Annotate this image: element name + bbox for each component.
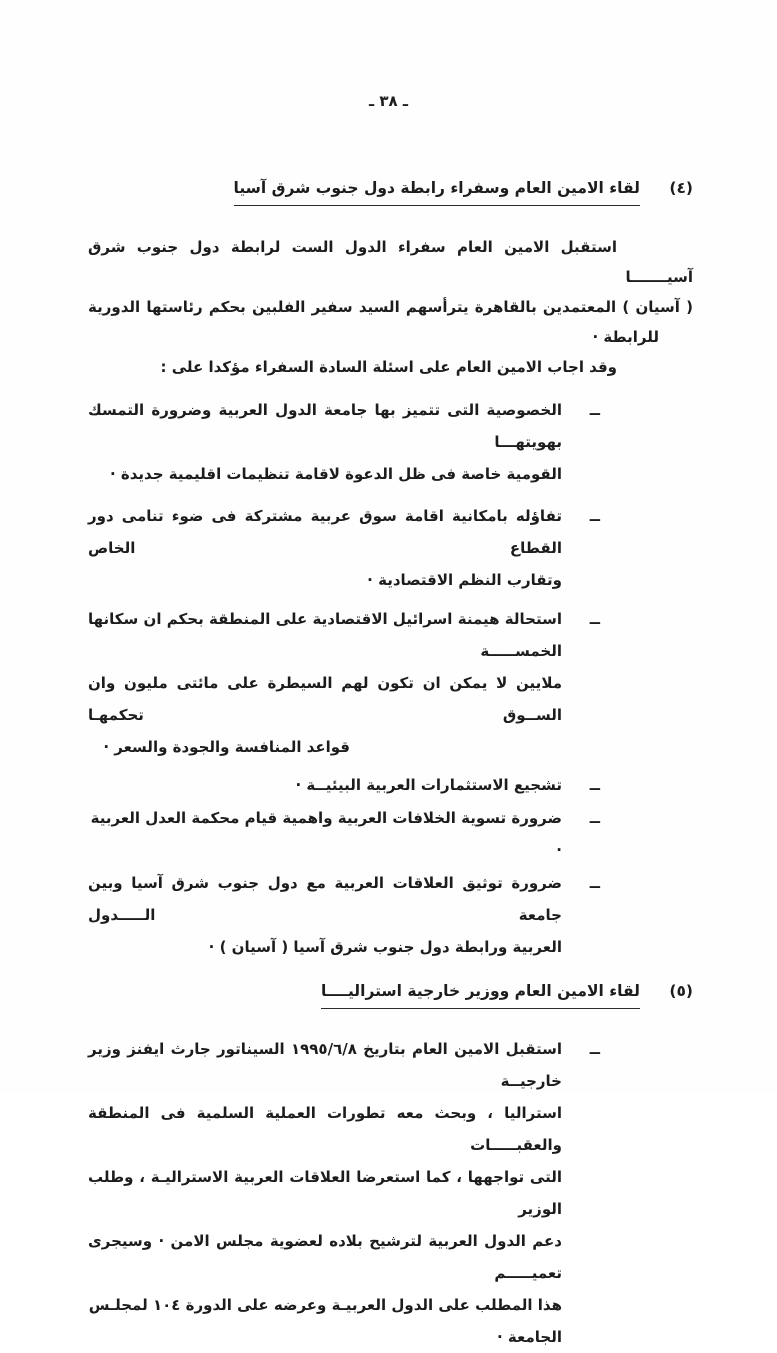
- bullet-dash-icon: ــ: [589, 874, 600, 892]
- bullet-line: قواعد المنافسة والجودة والسعر ·: [103, 738, 350, 756]
- bullet-dash-icon: ــ: [589, 809, 600, 827]
- bullet-text: [88, 802, 562, 866]
- bullet-dash-icon: ــ: [589, 776, 600, 794]
- bullet-dash-icon: ــ: [589, 401, 600, 419]
- section-4-title: لقاء الامين العام وسفراء رابطة دول جنوب شرق آسيا: [234, 176, 640, 206]
- bullet-dash-icon: ــ: [589, 507, 600, 525]
- bullet-text: [88, 603, 562, 763]
- bullet-line: الخصوصية التى تتميز بها جامعة الدول العربية وضرورة التمسك بهويتهـــا: [88, 401, 562, 451]
- bullet-item: [88, 500, 600, 596]
- bullet-line: التى تواجهها ، كما استعرضا العلاقات العربية الاستراليـة ، وطلب الوزير: [88, 1168, 562, 1218]
- bullet-dash-icon: ــ: [589, 610, 600, 628]
- section-5-heading: [88, 979, 693, 1009]
- paragraph-line: استقبل الامين العام سفراء الدول الست لرابطة دول جنوب شرق آسيـــــــا: [88, 238, 693, 286]
- bullet-line: ملايين لا يمكن ان تكون لهم السيطرة على مائتى مليون وان الســوق تحكمهـا: [88, 674, 562, 724]
- bullet-item: [88, 769, 600, 801]
- bullet-line: استحالة هيمنة اسرائيل الاقتصادية على المنطقة بحكم ان سكانها الخمســـــة: [88, 610, 562, 660]
- bullet-item: [88, 603, 600, 763]
- section-5-title: لقاء الامين العام ووزير خارجية استراليــــا: [321, 979, 640, 1009]
- paragraph-line: للرابطة ·: [592, 328, 659, 346]
- section-5-number: (٥): [669, 982, 693, 1000]
- bullet-text: [88, 394, 562, 490]
- bullet-item: [88, 867, 600, 963]
- section-4-intro-paragraph: [88, 232, 693, 382]
- bullet-text: [88, 1033, 562, 1353]
- bullet-dash-icon: ــ: [589, 1040, 600, 1058]
- bullet-line: تشجيع الاستثمارات العربية البيئيــة ·: [295, 776, 562, 794]
- bullet-item: [88, 1033, 600, 1353]
- paragraph-line: ( آسيان ) المعتمدين بالقاهرة يترأسهم السيد سفير الفلبين بحكم رئاستها الدورية: [88, 298, 693, 316]
- bullet-line: ضرورة توثيق العلاقات العربية مع دول جنوب شرق آسيا وبين جامعة الـــــدول: [88, 874, 562, 924]
- bullet-line: دعم الدول العربية لترشيح بلاده لعضوية مجلس الامن · وسيجرى تعميـــــم: [88, 1232, 562, 1282]
- bullet-line: وتقارب النظم الاقتصادية ·: [367, 571, 562, 589]
- bullet-text: [88, 769, 562, 801]
- section-4-number: (٤): [669, 179, 693, 197]
- bullet-line: القومية خاصة فى ظل الدعوة لاقامة تنظيمات اقليمية جديدة ·: [109, 465, 562, 483]
- paragraph-line: وقد اجاب الامين العام على اسئلة السادة السفراء مؤكدا على :: [160, 358, 617, 376]
- bullet-line: العربية ورابطة دول جنوب شرق آسيا ( آسيان ) ·: [208, 938, 562, 956]
- bullet-line: استقبل الامين العام بتاريخ ١٩٩٥/٦/٨ السيناتور جارث ايفنز وزير خارجيــة: [88, 1040, 563, 1090]
- bullet-line: هذا المطلب على الدول العربيـة وعرضه على الدورة ١٠٤ لمجلـس الجامعة ·: [88, 1296, 562, 1346]
- bullet-text: [88, 500, 562, 596]
- bullet-line: تفاؤله بامكانية اقامة سوق عربية مشتركة فى ضوء تنامى دور القطاع الخاص: [88, 507, 562, 557]
- bullet-item: [88, 394, 600, 490]
- section-4-heading: [88, 176, 693, 206]
- page-number: ـ ٣٨ ـ: [368, 92, 409, 110]
- bullet-line: استراليا ، وبحث معه تطورات العملية السلمية فى المنطقة والعقبـــــات: [88, 1104, 562, 1154]
- bullet-item: [88, 802, 600, 866]
- bullet-line: ضرورة تسوية الخلافات العربية واهمية قيام محكمة العدل العربية ·: [90, 809, 562, 859]
- page-content: [88, 0, 693, 1353]
- bullet-text: [88, 867, 562, 963]
